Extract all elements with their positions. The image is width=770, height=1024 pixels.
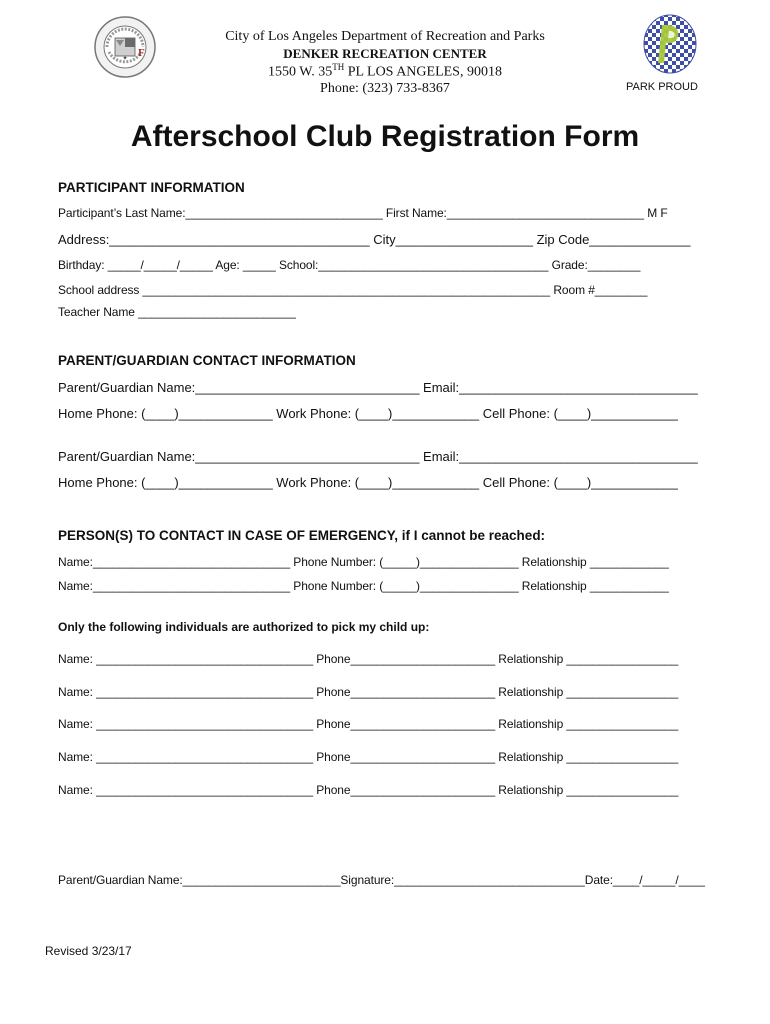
pickup-row-1[interactable]: Name: _________________________________ Phone______________________ Relationship _________________ bbox=[58, 652, 679, 666]
address-street: 1550 W. 35 bbox=[268, 64, 333, 80]
center-name: DENKER RECREATION CENTER bbox=[283, 46, 487, 61]
emergency-heading: PERSON(S) TO CONTACT IN CASE OF EMERGENCY, if I cannot be reached: bbox=[58, 528, 546, 543]
address-city: PL LOS ANGELES, 90018 bbox=[344, 64, 502, 80]
pickup-row-2[interactable]: Name: _________________________________ Phone______________________ Relationship _________________ bbox=[58, 685, 679, 699]
parent2-name-email-field[interactable]: Parent/Guardian Name:_______________________________ Email:_________________________________ bbox=[58, 449, 698, 464]
pickup-row-4[interactable]: Name: _________________________________ Phone______________________ Relationship _________________ bbox=[58, 750, 679, 764]
address-ordinal-suffix: TH bbox=[332, 62, 345, 72]
signature-line[interactable]: Parent/Guardian Name:________________________Signature:_____________________________Date:____/_____/____ bbox=[58, 873, 705, 887]
parent-heading: PARENT/GUARDIAN CONTACT INFORMATION bbox=[58, 353, 356, 368]
pickup-heading: Only the following individuals are authorized to pick my child up: bbox=[58, 620, 430, 634]
teacher-name-field[interactable]: Teacher Name ________________________ bbox=[58, 305, 296, 319]
center-phone: Phone: (323) 733-8367 bbox=[320, 81, 450, 96]
emergency-contact-1-field[interactable]: Name:______________________________ Phone Number: (_____)_______________ Relationship ____________ bbox=[58, 555, 669, 569]
participant-address-field[interactable]: Address:____________________________________ City___________________ Zip Code______________ bbox=[58, 232, 691, 247]
form-title: Afterschool Club Registration Form bbox=[130, 120, 640, 153]
park-proud-logo bbox=[640, 13, 700, 75]
revised-date: Revised 3/23/17 bbox=[45, 944, 132, 958]
school-address-field[interactable]: School address ______________________________________________________________ Room #________ bbox=[58, 283, 648, 297]
emergency-contact-2-field[interactable]: Name:______________________________ Phone Number: (_____)_______________ Relationship ____________ bbox=[58, 579, 669, 593]
participant-birthday-school-field[interactable]: Birthday: _____/_____/_____ Age: _____ School:___________________________________ Grade:________ bbox=[58, 258, 641, 272]
park-proud-label: PARK PROUD bbox=[626, 81, 698, 93]
parent1-name-email-field[interactable]: Parent/Guardian Name:_______________________________ Email:_________________________________ bbox=[58, 380, 698, 395]
pickup-row-3[interactable]: Name: _________________________________ Phone______________________ Relationship _________________ bbox=[58, 717, 679, 731]
parent2-phones-field[interactable]: Home Phone: (____)_____________ Work Phone: (____)____________ Cell Phone: (____)____________ bbox=[58, 475, 678, 490]
svg-text:F: F bbox=[138, 47, 145, 59]
pickup-row-5[interactable]: Name: _________________________________ Phone______________________ Relationship _________________ bbox=[58, 783, 679, 797]
svg-text:✦: ✦ bbox=[122, 56, 128, 62]
participant-name-field[interactable]: Participant’s Last Name:______________________________ First Name:______________________________ M F bbox=[58, 206, 668, 220]
parent1-phones-field[interactable]: Home Phone: (____)_____________ Work Phone: (____)____________ Cell Phone: (____)____________ bbox=[58, 406, 678, 421]
participant-heading: PARTICIPANT INFORMATION bbox=[58, 180, 245, 195]
department-name: City of Los Angeles Department of Recreation and Parks bbox=[225, 29, 545, 44]
